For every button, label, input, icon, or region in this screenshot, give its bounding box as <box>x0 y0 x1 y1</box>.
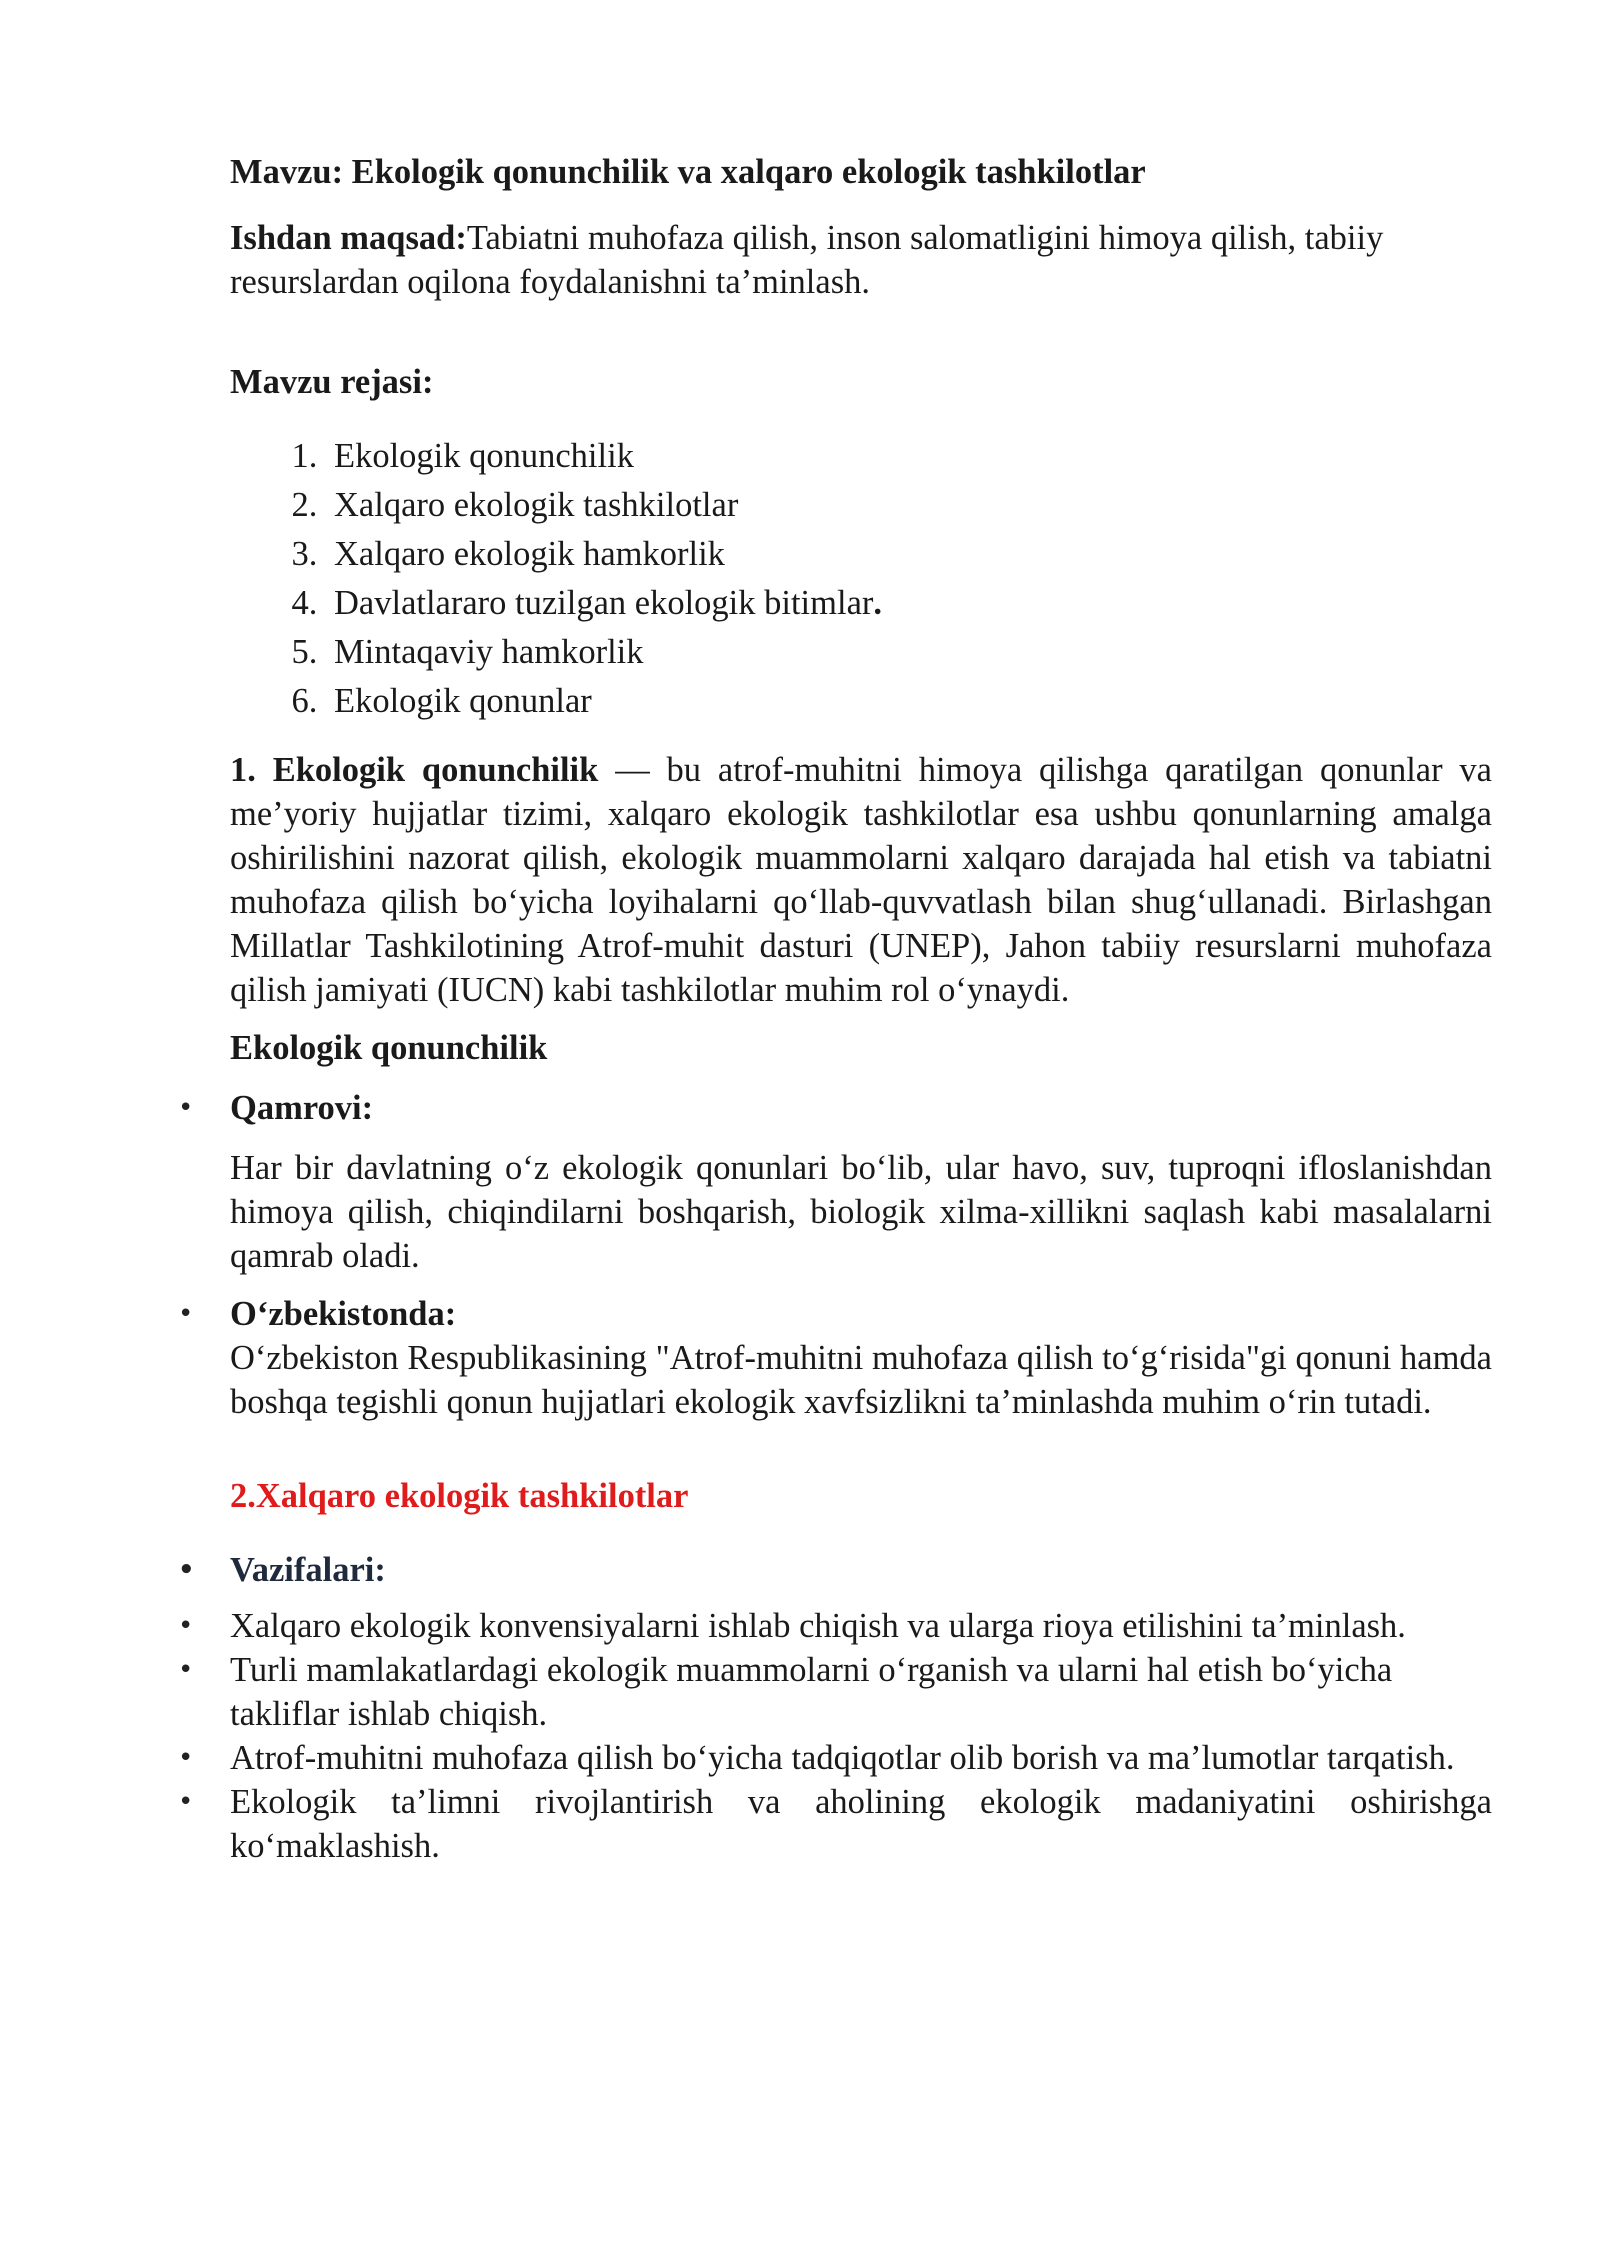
section2-heading: 2.Xalqaro ekologik tashkilotlar <box>230 1477 689 1515</box>
section1-lead: 1. Ekologik qonunchilik <box>230 751 599 789</box>
section1-text: — bu atrof-muhitni himoya qilishga qaratilgan qonunlar va me’yoriy hujjatlar tizimi, xalqaro ekologik tashkilotlar esa ushbu qonunlarning amalga oshirilishini nazorat qilish, ekologik muammolarni xalqaro darajada hal etish va tabiatni muhofaza qilish bo‘yicha loyihalarni qo‘llab-quvvatlash bilan shug‘ullanadi. Birlashgan Millatlar Tashkilotining Atrof-muhit dasturi (UNEP), Jahon tabiiy resurslarni muhofaza qilish jamiyati (IUCN) kabi tashkilotlar muhim rol o‘ynaydi. <box>230 751 1492 1009</box>
goal-text: Tabiatni muhofaza qilish, inson salomatligini himoya qilish, tabiiy resurslardan oqilona foydalanishni ta’minlash. <box>230 219 1384 301</box>
section1-subheading: Ekologik qonunchilik <box>230 1029 548 1067</box>
plan-item: 5. Mintaqaviy hamkorlik <box>326 628 1492 677</box>
page-title: Mavzu: Ekologik qonunchilik va xalqaro ekologik tashkilotlar <box>230 153 1146 191</box>
tasks-heading: • Vazifalari: <box>230 1548 1492 1592</box>
task-item: • Xalqaro ekologik konvensiyalarni ishlab chiqish va ularga rioya etilishini ta’minlash. <box>230 1604 1492 1648</box>
plan-heading: Mavzu rejasi: <box>230 363 434 401</box>
plan-item: 1. Ekologik qonunchilik <box>326 432 1492 481</box>
plan-item: 6. Ekologik qonunlar <box>326 677 1492 726</box>
qamrovi-text: Har bir davlatning o‘z ekologik qonunlari bo‘lib, ular havo, suv, tuproqni ifloslanishdan himoya qilish, chiqindilarni boshqarish, biologik xilma-xillikni saqlash kabi masalalarni qamrab oladi. <box>230 1149 1492 1275</box>
tasks-list <box>230 1604 1492 1868</box>
goal-paragraph <box>230 216 1492 304</box>
section1-paragraph <box>230 748 1492 1012</box>
goal-label: Ishdan maqsad: <box>230 219 467 257</box>
plan-item: 4. Davlatlararo tuzilgan ekologik bitimlar. <box>326 579 1492 628</box>
uzbekistan-heading: • O‘zbekistonda: <box>230 1292 1492 1336</box>
document-page <box>230 150 1492 1868</box>
task-item: • Turli mamlakatlardagi ekologik muammolarni o‘rganish va ularni hal etish bo‘yicha takliflar ishlab chiqish. <box>230 1648 1510 1736</box>
plan-list <box>230 432 1492 726</box>
plan-item: 3. Xalqaro ekologik hamkorlik <box>326 530 1492 579</box>
uzbekistan-text: O‘zbekiston Respublikasining "Atrof-muhitni muhofaza qilish to‘g‘risida"gi qonuni hamda boshqa tegishli qonun hujjatlari ekologik xavfsizlikni ta’minlashda muhim o‘rin tutadi. <box>230 1339 1492 1421</box>
task-item: • Ekologik ta’limni rivojlantirish va aholining ekologik madaniyatini oshirishga ko‘maklashish. <box>230 1780 1492 1868</box>
plan-item: 2. Xalqaro ekologik tashkilotlar <box>326 481 1492 530</box>
task-item: • Atrof-muhitni muhofaza qilish bo‘yicha tadqiqotlar olib borish va ma’lumotlar tarqatish. <box>230 1736 1492 1780</box>
qamrovi-heading: • Qamrovi: <box>230 1086 1492 1130</box>
